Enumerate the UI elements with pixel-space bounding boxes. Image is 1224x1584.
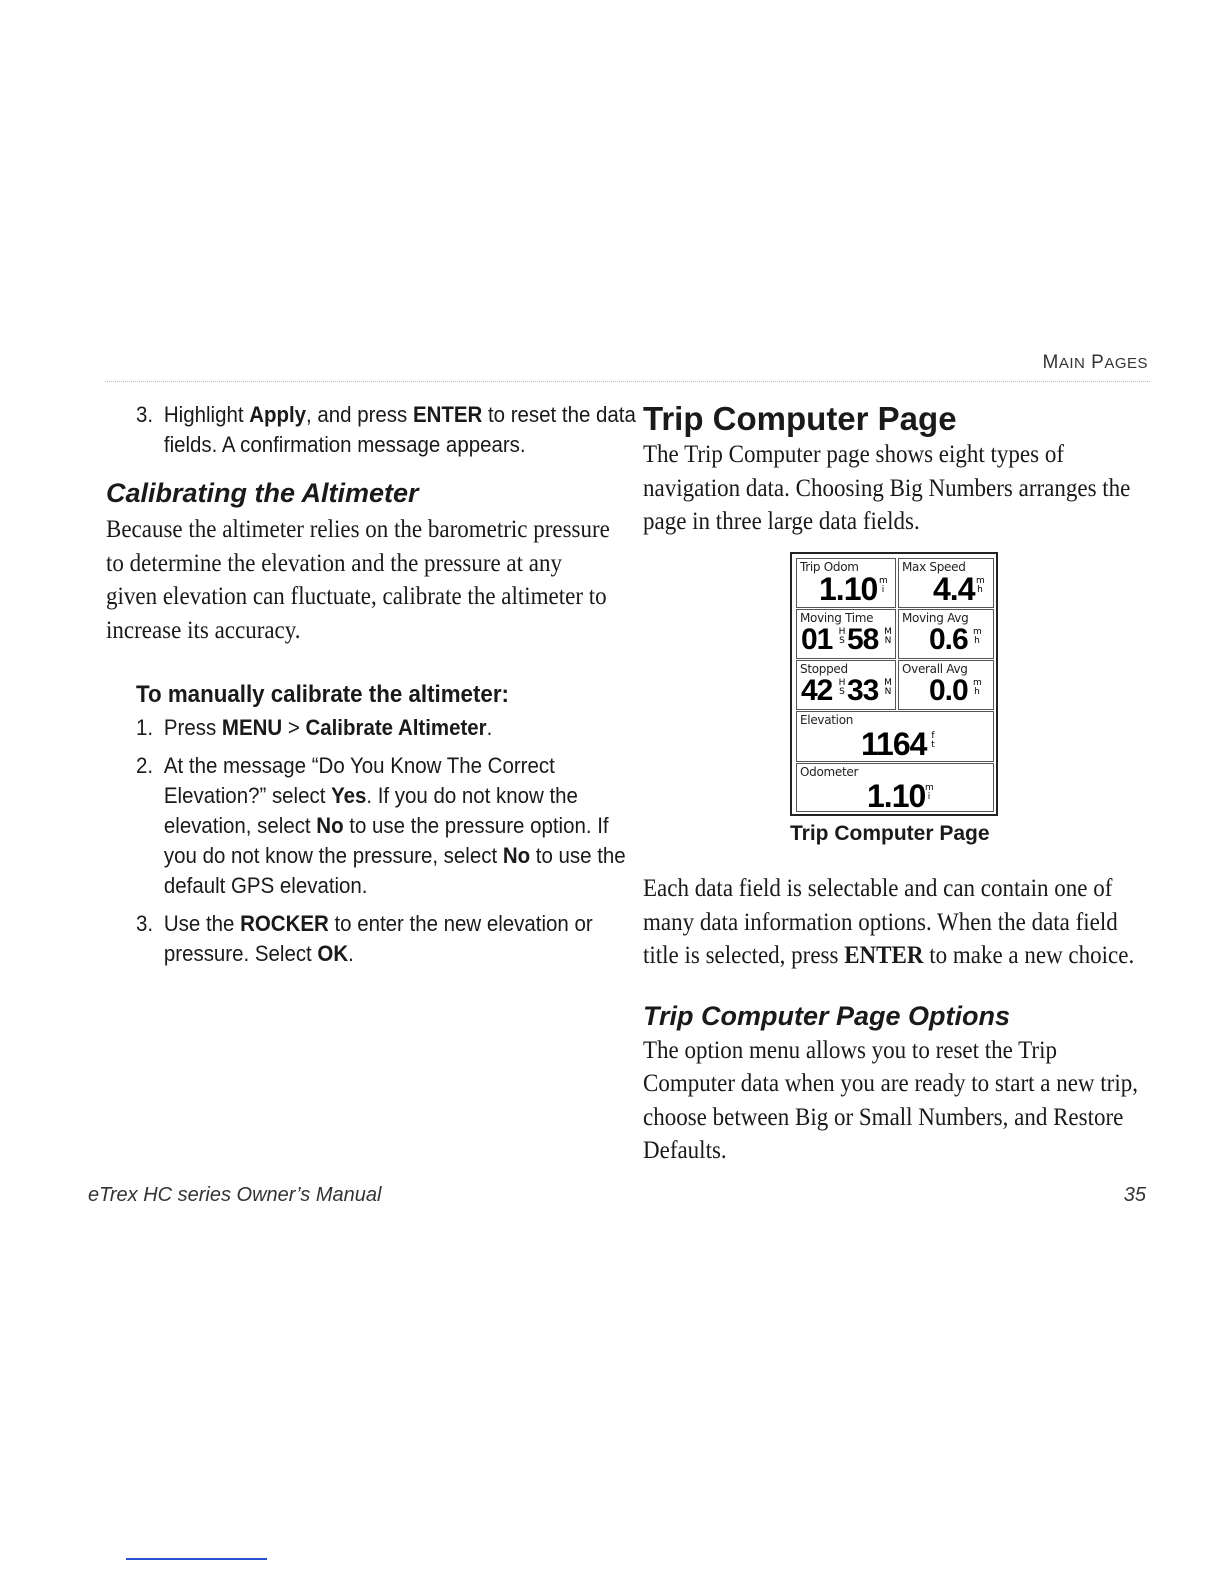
right-column xyxy=(643,400,1153,539)
calibrate-step-3: 3. Use the ROCKER to enter the new elevation or pressure. Select OK. xyxy=(136,911,593,966)
figure-caption: Trip Computer Page xyxy=(790,822,990,845)
procedure-heading: To manually calibrate the altimeter: xyxy=(136,681,509,708)
calibrating-body: Because the altimeter relies on the barometric pressure to determine the elevation and the pressure at any given elevation can fluctuate, calibrate the altimeter to increase its accuracy. xyxy=(106,516,610,644)
trip-computer-heading: Trip Computer Page xyxy=(643,400,957,437)
calibrate-step-1: 1. Press MENU > Calibrate Altimeter. xyxy=(136,715,493,740)
section-header: MAIN PAGES xyxy=(1042,352,1148,373)
field-max-speed: Max Speed 4.4 m h xyxy=(898,558,994,608)
calibrating-heading: Calibrating the Altimeter xyxy=(106,478,419,508)
trip-computer-intro: The Trip Computer page shows eight types of navigation data. Choosing Big Numbers arranges the page in three large data fields. xyxy=(643,441,1131,535)
field-trip-odom: Trip Odom 1.10 m i xyxy=(796,558,896,608)
field-odometer: Odometer 1.10 m i xyxy=(796,763,994,812)
field-overall-avg: Overall Avg 0.0 m h xyxy=(898,660,994,710)
options-heading: Trip Computer Page Options xyxy=(643,1000,1011,1031)
bottom-rule xyxy=(126,1558,267,1560)
options-body: The option menu allows you to reset the Trip Computer data when you are ready to start a new trip, choose between Big or Small Numbers, and Restore Defaults. xyxy=(643,1036,1138,1164)
field-moving-avg: Moving Avg 0.6 m h xyxy=(898,609,994,659)
data-field-body: Each data field is selectable and can contain one of many data information options. When the data field title is selected, press ENTER to make a new choice. xyxy=(643,875,1135,969)
header-divider xyxy=(105,381,1150,382)
trip-odom-value: 1.10 xyxy=(819,571,878,607)
field-moving-time: Moving Time 01 H S 58 M N xyxy=(796,609,896,659)
field-elevation: Elevation 1164 f t xyxy=(796,711,994,762)
trip-computer-screenshot xyxy=(790,552,998,816)
footer-manual-title: eTrex HC series Owner’s Manual xyxy=(88,1184,382,1206)
calibrate-step-2: 2. At the message “Do You Know The Correct Elevation?” select Yes. If you do not know the elevation, select No to use the pressure option. If you do not know the pressure, select No to use the default GPS elevation. xyxy=(136,753,626,898)
page-number: 35 xyxy=(1123,1184,1146,1206)
reset-step: 3. Highlight Apply, and press ENTER to reset the data fields. A confirmation message appears. xyxy=(136,402,636,457)
left-column xyxy=(106,400,636,969)
max-speed-value: 4.4 xyxy=(933,571,975,607)
field-stopped: Stopped 42 H S 33 M N xyxy=(796,660,896,710)
right-lower xyxy=(643,872,1198,1168)
